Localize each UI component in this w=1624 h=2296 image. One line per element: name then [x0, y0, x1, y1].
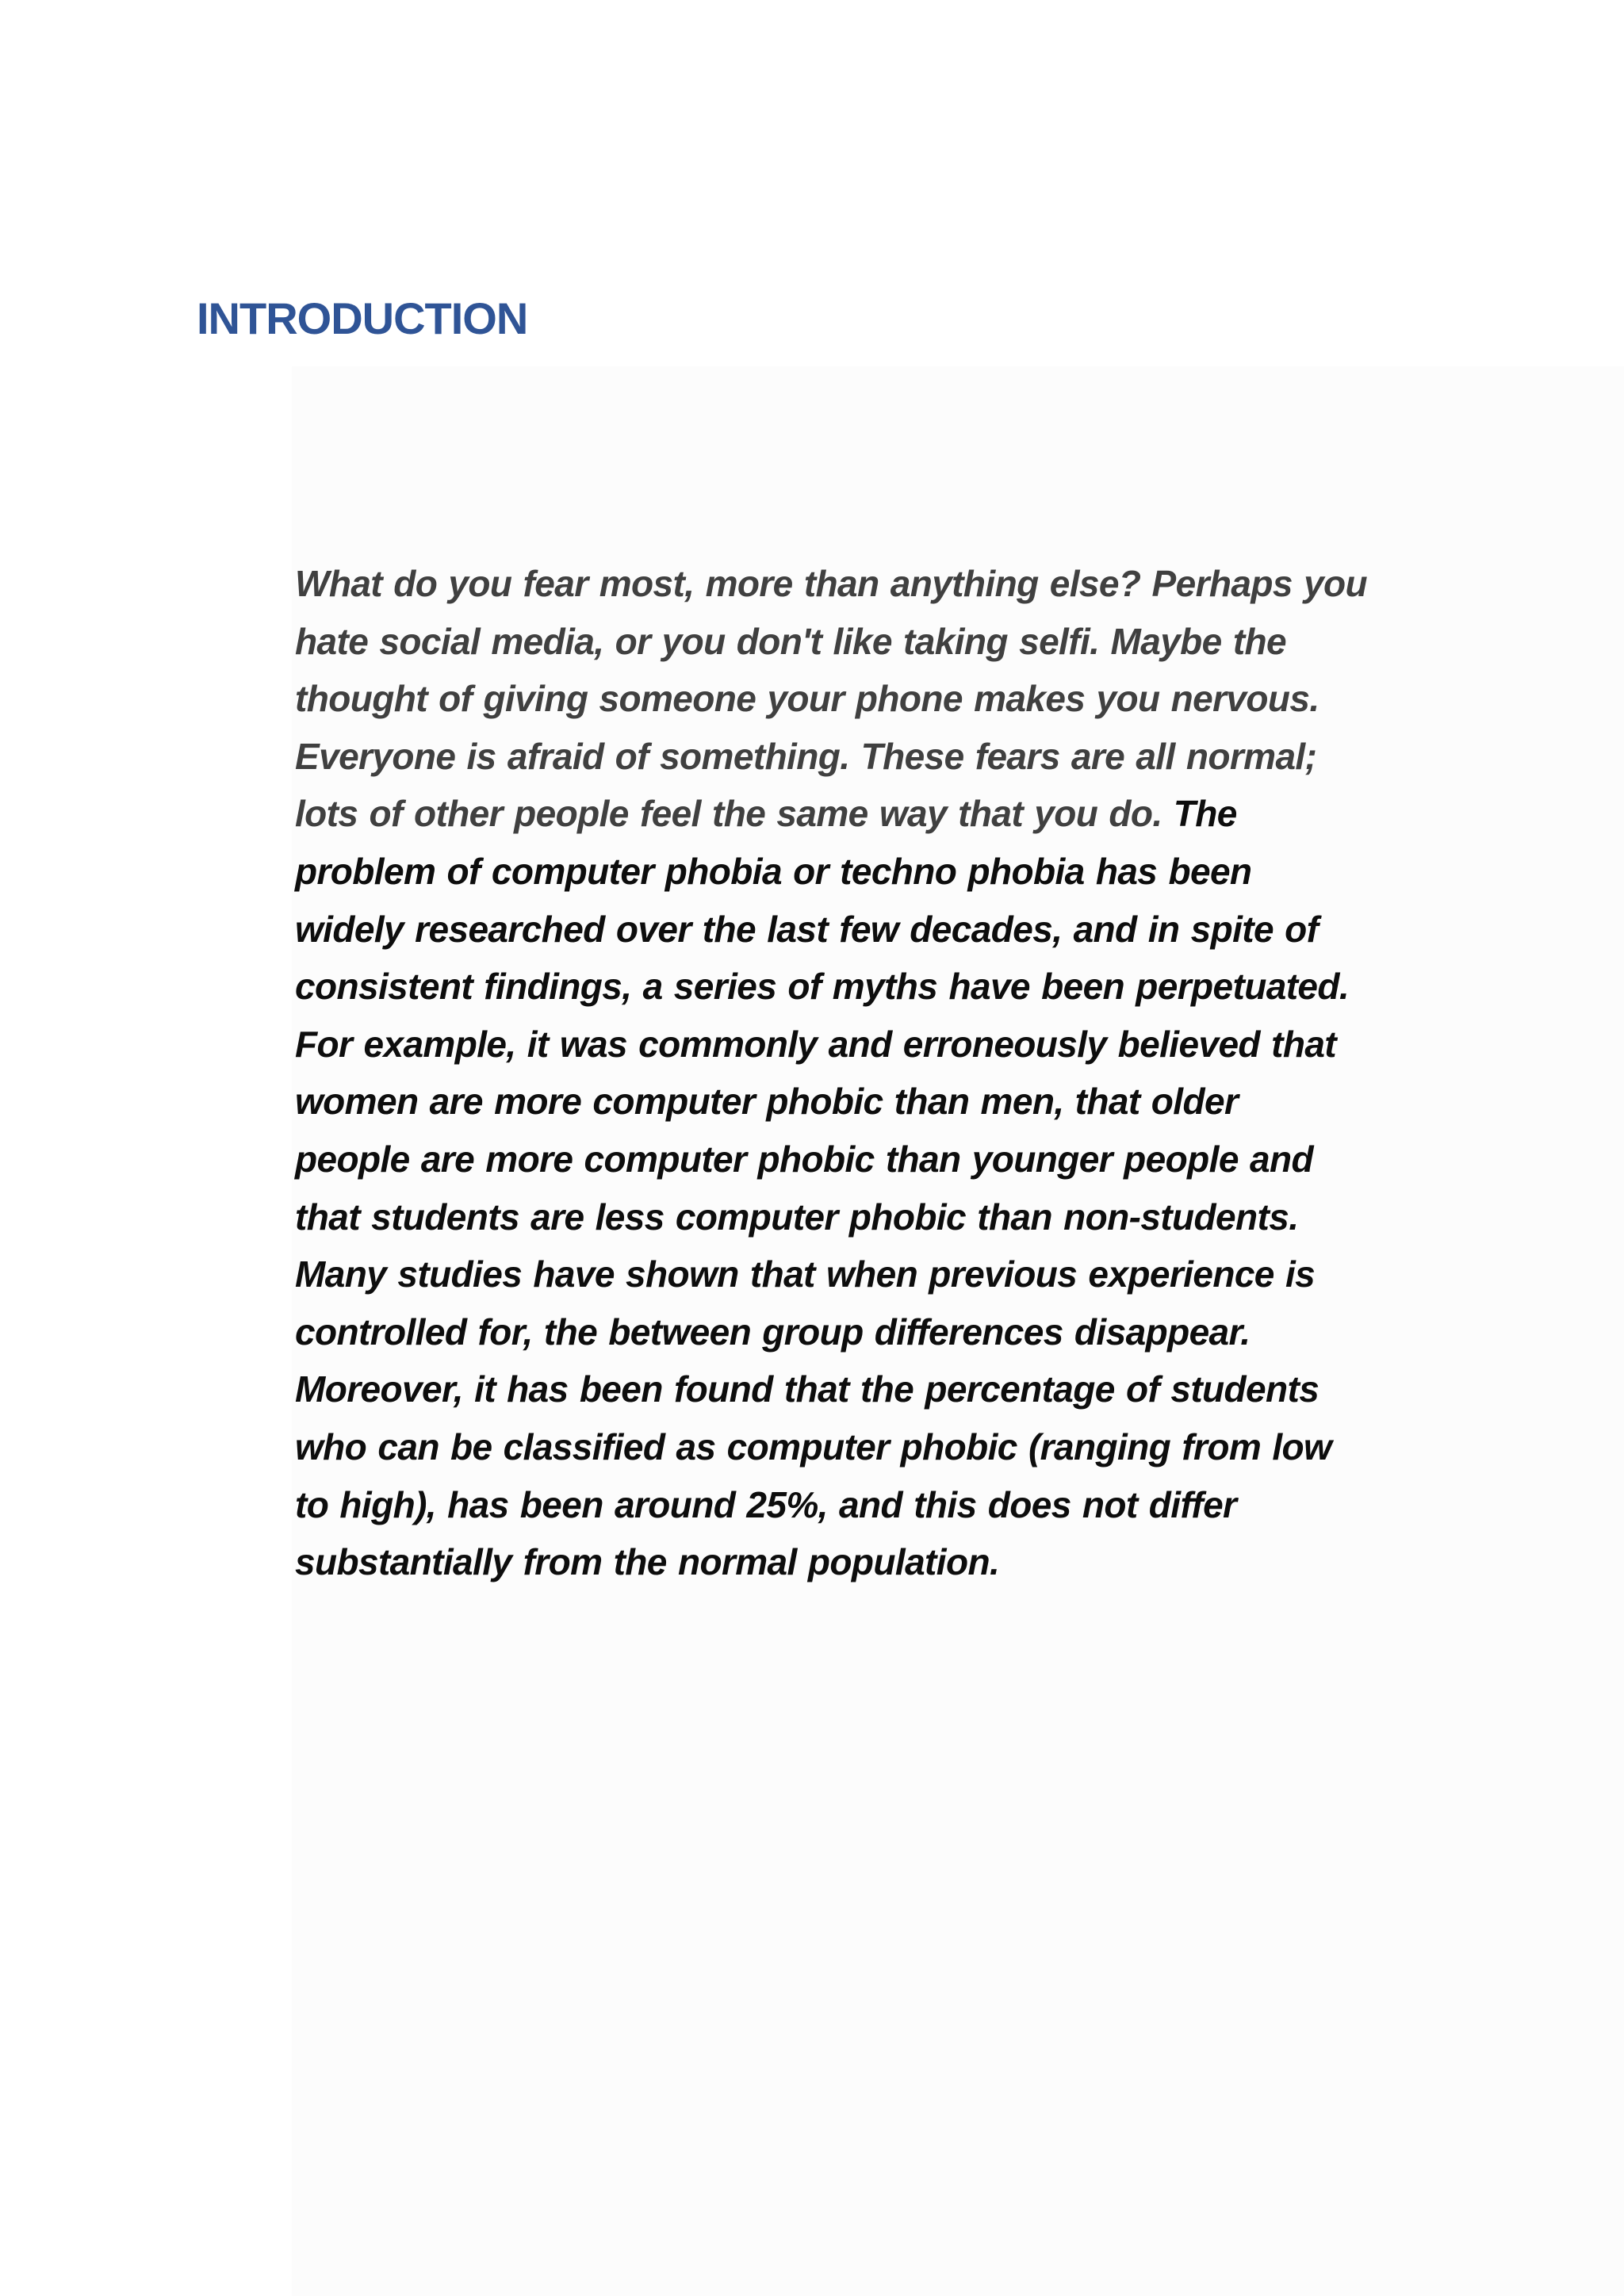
paragraph-line [295, 1476, 1484, 1534]
paragraph-line [295, 958, 1484, 1016]
main-text-segment: consistent findings, a series of myths have been perpetuated. [295, 966, 1350, 1008]
paragraph-line [295, 1303, 1484, 1361]
intro-text-segment: thought of giving someone your phone makes you nervous. [295, 678, 1320, 720]
main-text-segment: Moreover, it has been found that the percentage of students [295, 1368, 1320, 1410]
paragraph-line [295, 1016, 1484, 1073]
main-text-segment: that students are less computer phobic than non-students. [295, 1196, 1299, 1238]
intro-text-segment: hate social media, or you don't like taking selfi. Maybe the [295, 620, 1287, 662]
paragraph-line [295, 785, 1484, 843]
paragraph-line [295, 555, 1484, 613]
paragraph-line [295, 728, 1484, 786]
paragraph-line [295, 1131, 1484, 1188]
paragraph-line [295, 901, 1484, 959]
intro-text-segment: Everyone is afraid of something. These fears are all normal; [295, 735, 1317, 777]
intro-text-segment: What do you fear most, more than anything else? Perhaps you [295, 563, 1368, 604]
section-heading: INTRODUCTION [197, 293, 528, 343]
main-text-segment: women are more computer phobic than men, that older [295, 1081, 1239, 1123]
main-text-segment: For example, it was commonly and erroneously believed that [295, 1023, 1337, 1065]
main-text-segment: to high), has been around 25%, and this does not differ [295, 1483, 1237, 1525]
main-text-segment: substantially from the normal population. [295, 1541, 1000, 1583]
main-text-segment: widely researched over the last few decades, and in spite of [295, 908, 1319, 950]
paragraph-line [295, 1188, 1484, 1246]
paragraph-line [295, 1418, 1484, 1476]
paragraph-line [295, 1533, 1484, 1591]
main-text-segment: The [1173, 793, 1237, 835]
main-text-segment: problem of computer phobia or techno phobia has been [295, 850, 1252, 892]
paragraph-line [295, 843, 1484, 901]
intro-text-segment: lots of other people feel the same way that you do. [295, 793, 1174, 835]
paragraph-line [295, 1360, 1484, 1418]
main-text-segment: Many studies have shown that when previous experience is [295, 1253, 1316, 1295]
main-text-segment: controlled for, the between group differences disappear. [295, 1311, 1251, 1353]
paragraph-line [295, 1246, 1484, 1303]
paragraph-line [295, 613, 1484, 671]
paragraph-line [295, 670, 1484, 728]
intro-paragraph [295, 555, 1484, 1591]
main-text-segment: people are more computer phobic than younger people and [295, 1138, 1313, 1180]
paragraph-line [295, 1073, 1484, 1131]
main-text-segment: who can be classified as computer phobic (ranging from low [295, 1425, 1332, 1468]
